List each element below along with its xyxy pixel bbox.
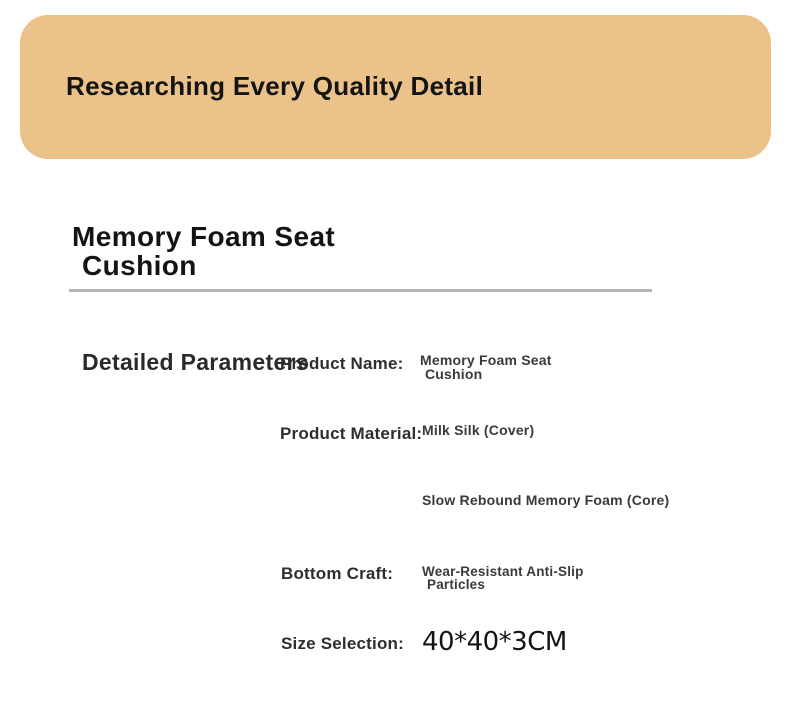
banner-title: Researching Every Quality Detail (66, 71, 484, 101)
title-divider (69, 289, 652, 292)
material-cover-text: Milk Silk (Cover) (422, 422, 535, 438)
section-title-detailed-parameters: Detailed Parameters (82, 349, 309, 375)
param-value-product-name (420, 353, 552, 381)
header-banner (20, 15, 771, 159)
param-value-bottom-craft-line2: Particles (427, 577, 486, 592)
param-label-bottom-craft: Bottom Craft: (281, 564, 394, 583)
param-value-material-cover (422, 423, 534, 437)
param-value-size: 40*40*3CM (422, 627, 567, 657)
param-value-product-name-line1: Memory Foam Seat (420, 352, 552, 368)
param-label-product-material: Product Material: (280, 424, 423, 443)
param-value-product-name-line2: Cushion (425, 366, 483, 382)
param-value-bottom-craft-line1: Wear-Resistant Anti-Slip (422, 564, 584, 579)
param-value-material-core (422, 493, 669, 507)
param-label-product-name: Product Name: (280, 354, 404, 373)
material-core-text: Slow Rebound Memory Foam (Core) (422, 492, 670, 508)
param-label-size-selection: Size Selection: (281, 634, 404, 653)
product-title-line1: Memory Foam Seat (72, 221, 336, 252)
product-title-line2: Cushion (82, 250, 197, 281)
product-title (72, 222, 335, 280)
param-value-bottom-craft (422, 565, 584, 591)
